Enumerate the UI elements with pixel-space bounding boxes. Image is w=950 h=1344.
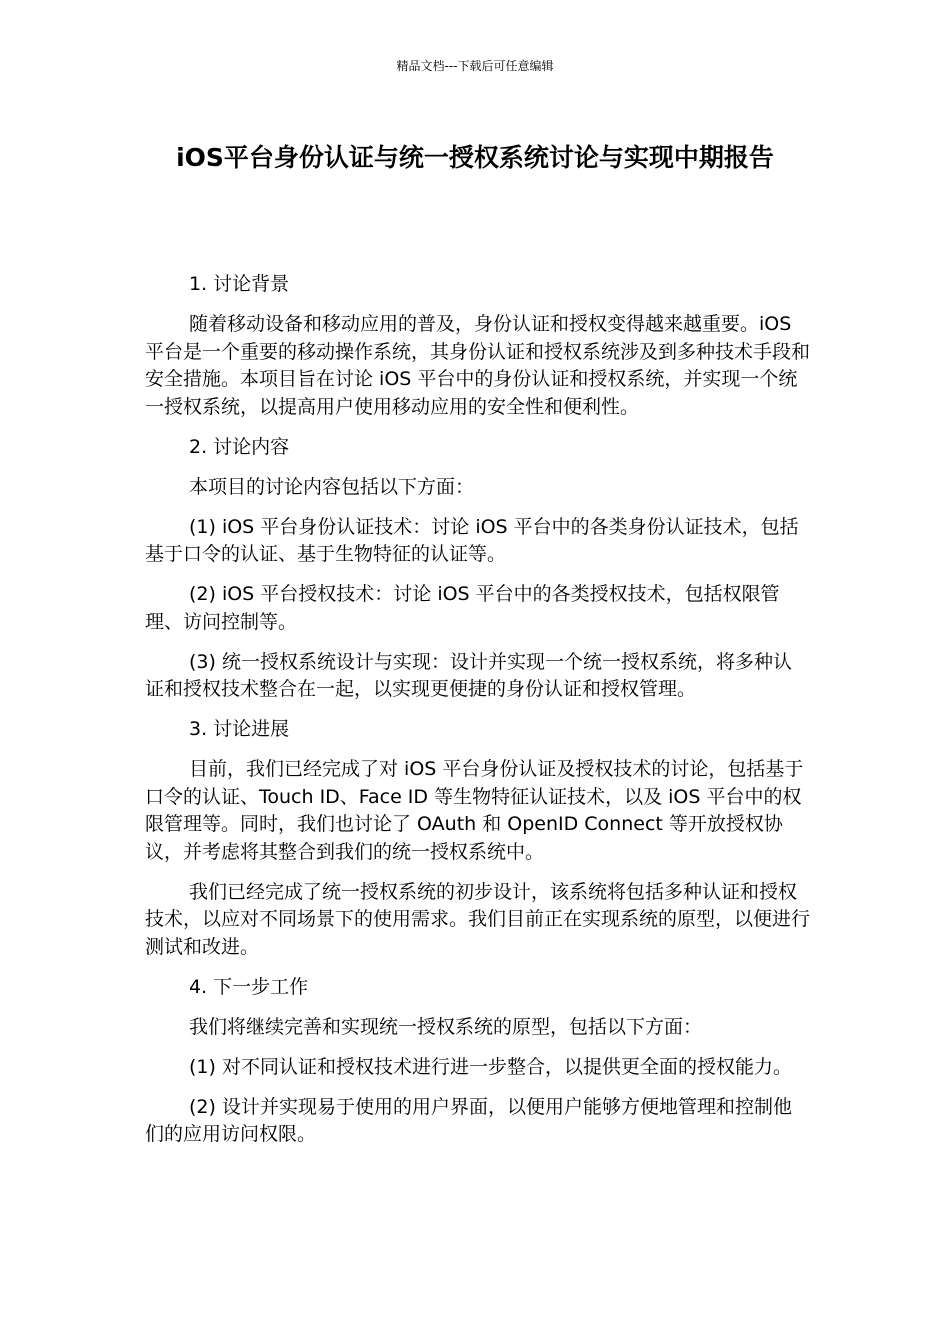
paragraph-next-steps-intro: 我们将继续完善和实现统一授权系统的原型，包括以下方面： — [189, 1015, 703, 1038]
paragraph-progress-2: 我们已经完成了统一授权系统的初步设计，该系统将包括多种认证和授权技术，以应对不同场景下的使用需求。我们目前正在实现系统的原型，以便进行测试和改进。 — [145, 880, 811, 958]
paragraph-background: 随着移动设备和移动应用的普及，身份认证和授权变得越来越重要。iOS 平台是一个重要的移动操作系统，其身份认证和授权系统涉及到多种技术手段和安全措施。本项目旨在讨论 iOS 平台中的身份认证和授权系统，并实现一个统一授权系统，以提高用户使用移动应用的安全性和便利性。 — [145, 313, 811, 418]
list-item-integration: (1) 对不同认证和授权技术进行进一步整合，以提供更全面的授权能力。 — [189, 1055, 792, 1078]
page-header: 精品文档---下载后可任意编辑 — [396, 59, 554, 73]
document-title: iOS平台身份认证与统一授权系统讨论与实现中期报告 — [176, 143, 774, 172]
list-item-unified-system: (3) 统一授权系统设计与实现：设计并实现一个统一授权系统，将多种认证和授权技术整合在一起，以实现更便捷的身份认证和授权管理。 — [145, 650, 792, 700]
section-heading-next-steps: 4. 下一步工作 — [189, 975, 309, 998]
list-item-user-interface: (2) 设计并实现易于使用的用户界面，以便用户能够方便地管理和控制他们的应用访问权限。 — [145, 1095, 792, 1145]
list-item-authorization: (2) iOS 平台授权技术：讨论 iOS 平台中的各类授权技术，包括权限管理、访问控制等。 — [145, 583, 780, 633]
section-heading-progress: 3. 讨论进展 — [189, 718, 290, 740]
paragraph-content-intro: 本项目的讨论内容包括以下方面： — [189, 475, 475, 498]
document-body — [145, 271, 810, 1161]
paragraph-progress-1: 目前，我们已经完成了对 iOS 平台身份认证及授权技术的讨论，包括基于口令的认证、Touch ID、Face ID 等生物特征认证技术，以及 iOS 平台中的权限管理等。同时，我们也讨论了 OAuth 和 OpenID Connect 等开放授权协议，并考虑将其整合到我们的统一授权系统中。 — [145, 758, 804, 863]
list-item-authentication: (1) iOS 平台身份认证技术：讨论 iOS 平台中的各类身份认证技术，包括基于口令的认证、基于生物特征的认证等。 — [145, 515, 799, 565]
section-heading-content: 2. 讨论内容 — [189, 435, 290, 458]
section-heading-background: 1. 讨论背景 — [189, 273, 290, 295]
